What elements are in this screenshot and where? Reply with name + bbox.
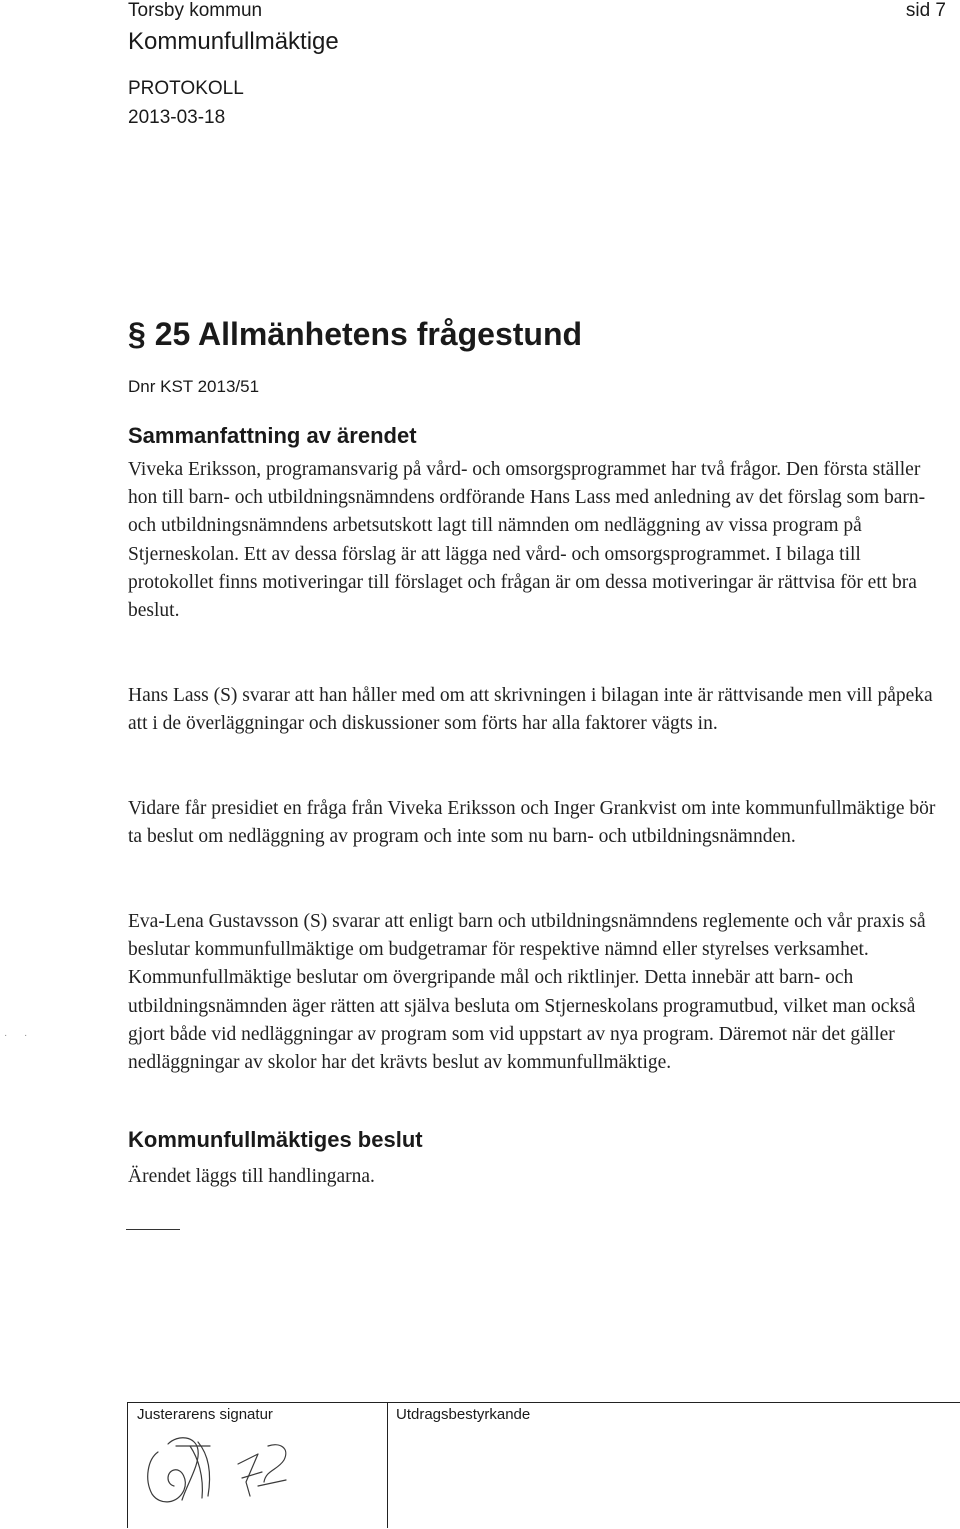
document-type: PROTOKOLL (128, 78, 244, 99)
summary-heading: Sammanfattning av ärendet (128, 423, 417, 448)
case-number: Dnr KST 2013/51 (128, 377, 260, 396)
decision-text: Ärendet läggs till handlingarna. (128, 1166, 375, 1187)
summary-paragraph-3: Vidare får presidiet en fråga från Viveka Eriksson och Inger Grankvist om inte kommunfullmäktige bör ta beslut om nedläggning av program och inte som nu barn- och utbildningsnämnden. (128, 798, 936, 848)
handwritten-signature-icon (138, 1424, 308, 1514)
municipality-name: Torsby kommun (128, 0, 263, 21)
extract-label: Utdragsbestyrkande (396, 1406, 531, 1423)
decision-heading: Kommunfullmäktiges beslut (128, 1127, 423, 1152)
scan-artifact: · · (4, 1030, 28, 1041)
signature-label: Justerarens signatur (137, 1406, 273, 1423)
end-rule (126, 1229, 180, 1230)
document-date: 2013-03-18 (128, 107, 226, 128)
document-body: Kommunfullmäktige (128, 28, 339, 55)
summary-paragraph-4: Eva-Lena Gustavsson (S) svarar att enligt barn och utbildningsnämndens reglemente och vår praxis så beslutar kommunfullmäktige om budgetramar för respektive nämnd eller styrelses verksamhet. Kommunfullmäktige beslutar om övergripande mål och riktlinjer. Detta innebär att barn- och utbildningsnämnden äger rätten att själva besluta om Stjerneskolans programutbud, vilket man också gjort både vid nedläggningar av program som vid uppstart av nya program. Däremot när det gäller nedläggningar av skolor har det krävts beslut av kommunfullmäktige. (128, 911, 926, 1074)
signature-box-left-border (127, 1402, 128, 1528)
section-title: § 25 Allmänhetens frågestund (128, 316, 583, 352)
page-number: sid 7 (905, 0, 946, 21)
signature-box-divider (387, 1402, 388, 1528)
summary-paragraph-2: Hans Lass (S) svarar att han håller med om att skrivningen i bilagan inte är rättvisande men vill påpeka att i de överläggningar och diskussioner som förts har alla faktorer vägts in. (128, 685, 933, 735)
summary-paragraph-1: Viveka Eriksson, programansvarig på vård- och omsorgsprogrammet har två frågor. Den första ställer hon till barn- och utbildningsnämndens ordförande Hans Lass med anledning av det förslag som barn- och utbildningsnämndens arbetsutskott lagt till nämnden om nedläggning av vissa program på Stjerneskolan. Ett av dessa förslag är att lägga ned vård- och omsorgsprogrammet. I bilaga till protokollet finns motiveringar till förslaget och frågan är om dessa motiveringar är rättvisa för ett bra beslut. (128, 459, 926, 622)
